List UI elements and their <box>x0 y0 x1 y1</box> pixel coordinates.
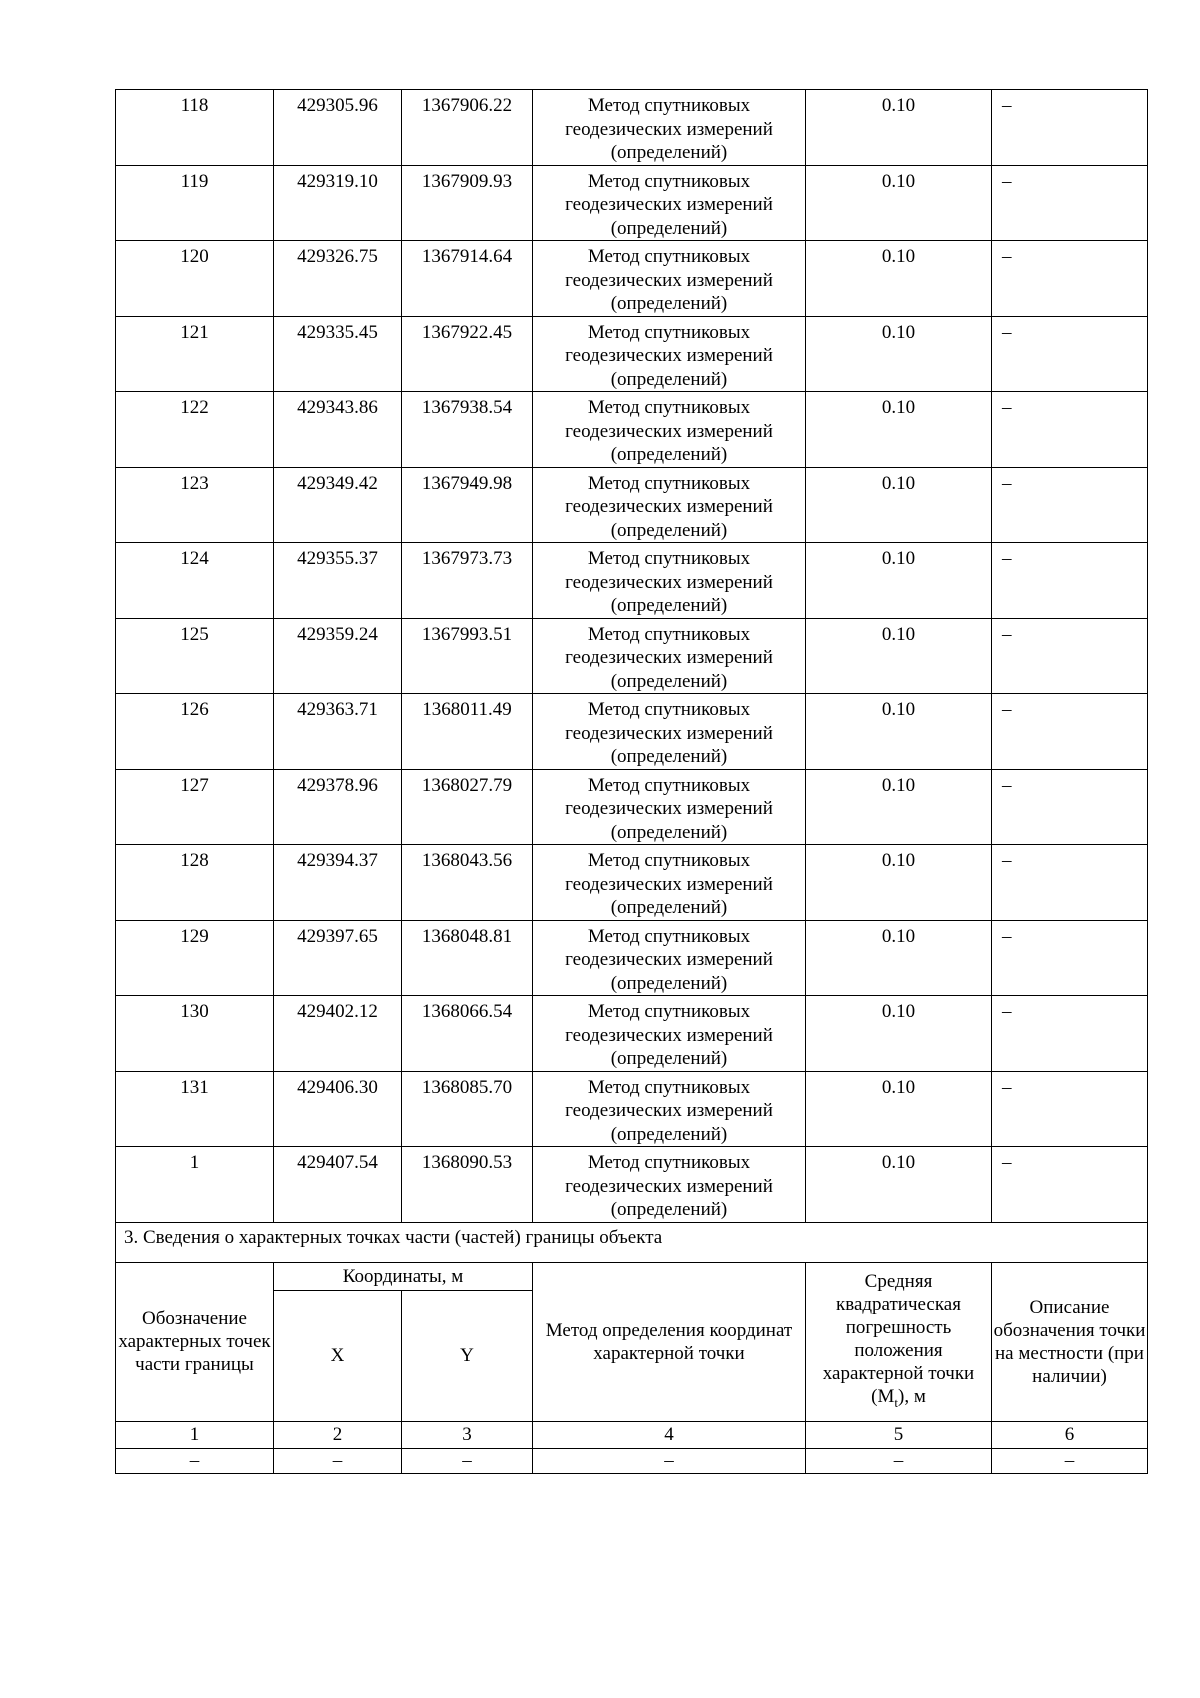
header-mean-error-text: Средняя квадратическая погрешность положения характерной точки (M <box>822 1270 975 1407</box>
mean-error: 0.10 <box>806 1071 992 1147</box>
point-description: – <box>992 543 1148 619</box>
coordinate-y: 1367906.22 <box>402 90 533 166</box>
coordinate-y: 1368043.56 <box>402 845 533 921</box>
method-cell: Метод спутниковых геодезических измерений (определений) <box>533 90 806 166</box>
coordinate-y: 1368085.70 <box>402 1071 533 1147</box>
coordinate-y: 1368048.81 <box>402 920 533 996</box>
empty-cell: – <box>992 1448 1148 1473</box>
coordinate-y: 1367993.51 <box>402 618 533 694</box>
column-numbers-row <box>116 1421 1148 1448</box>
point-number: 119 <box>116 165 274 241</box>
point-description: – <box>992 920 1148 996</box>
mean-error: 0.10 <box>806 618 992 694</box>
mean-error: 0.10 <box>806 920 992 996</box>
mean-error: 0.10 <box>806 90 992 166</box>
point-description: – <box>992 241 1148 317</box>
mean-error: 0.10 <box>806 165 992 241</box>
coordinate-x: 429394.37 <box>274 845 402 921</box>
section3-header-row <box>116 1262 1148 1290</box>
point-number: 124 <box>116 543 274 619</box>
method-cell: Метод спутниковых геодезических измерений (определений) <box>533 920 806 996</box>
empty-cell: – <box>116 1448 274 1473</box>
method-cell: Метод спутниковых геодезических измерений (определений) <box>533 694 806 770</box>
column-number: 2 <box>274 1421 402 1448</box>
document-page <box>115 89 1148 1474</box>
header-mean-error <box>806 1262 992 1421</box>
empty-cell: – <box>806 1448 992 1473</box>
empty-cell: – <box>274 1448 402 1473</box>
coordinate-x: 429355.37 <box>274 543 402 619</box>
mean-error: 0.10 <box>806 392 992 468</box>
point-description: – <box>992 90 1148 166</box>
method-cell: Метод спутниковых геодезических измерений (определений) <box>533 845 806 921</box>
coordinate-y: 1367949.98 <box>402 467 533 543</box>
coordinate-x: 429406.30 <box>274 1071 402 1147</box>
header-x: X <box>274 1290 402 1421</box>
point-row <box>116 1071 1148 1147</box>
point-description: – <box>992 316 1148 392</box>
point-description: – <box>992 769 1148 845</box>
point-row <box>116 920 1148 996</box>
method-cell: Метод спутниковых геодезических измерений (определений) <box>533 1071 806 1147</box>
method-cell: Метод спутниковых геодезических измерений (определений) <box>533 165 806 241</box>
column-number: 3 <box>402 1421 533 1448</box>
coordinate-y: 1367973.73 <box>402 543 533 619</box>
coordinate-x: 429397.65 <box>274 920 402 996</box>
method-cell: Метод спутниковых геодезических измерений (определений) <box>533 543 806 619</box>
point-number: 130 <box>116 996 274 1072</box>
method-cell: Метод спутниковых геодезических измерений (определений) <box>533 996 806 1072</box>
column-number: 4 <box>533 1421 806 1448</box>
coordinate-y: 1368090.53 <box>402 1147 533 1223</box>
coordinate-x: 429319.10 <box>274 165 402 241</box>
coordinate-x: 429326.75 <box>274 241 402 317</box>
section3-title-row <box>116 1222 1148 1262</box>
point-number: 126 <box>116 694 274 770</box>
point-row <box>116 769 1148 845</box>
point-description: – <box>992 845 1148 921</box>
coordinate-x: 429349.42 <box>274 467 402 543</box>
method-cell: Метод спутниковых геодезических измерений (определений) <box>533 769 806 845</box>
header-method: Метод определения координат характерной точки <box>533 1262 806 1421</box>
point-row <box>116 316 1148 392</box>
point-number: 131 <box>116 1071 274 1147</box>
coordinate-x: 429335.45 <box>274 316 402 392</box>
point-description: – <box>992 618 1148 694</box>
point-number: 118 <box>116 90 274 166</box>
boundary-points-table <box>115 89 1148 1474</box>
coordinate-y: 1368011.49 <box>402 694 533 770</box>
header-mean-error-subscript: t <box>894 1394 898 1410</box>
point-row <box>116 618 1148 694</box>
point-row <box>116 241 1148 317</box>
empty-data-row <box>116 1448 1148 1473</box>
point-row <box>116 543 1148 619</box>
point-description: – <box>992 694 1148 770</box>
point-number: 120 <box>116 241 274 317</box>
point-number: 125 <box>116 618 274 694</box>
header-y: Y <box>402 1290 533 1421</box>
point-row <box>116 845 1148 921</box>
coordinate-x: 429343.86 <box>274 392 402 468</box>
mean-error: 0.10 <box>806 769 992 845</box>
header-designation: Обозначение характерных точек части границы <box>116 1262 274 1421</box>
mean-error: 0.10 <box>806 1147 992 1223</box>
mean-error: 0.10 <box>806 845 992 921</box>
coordinate-y: 1367909.93 <box>402 165 533 241</box>
method-cell: Метод спутниковых геодезических измерений (определений) <box>533 467 806 543</box>
coordinate-y: 1368066.54 <box>402 996 533 1072</box>
coordinate-x: 429363.71 <box>274 694 402 770</box>
mean-error: 0.10 <box>806 316 992 392</box>
column-number: 1 <box>116 1421 274 1448</box>
coordinate-y: 1368027.79 <box>402 769 533 845</box>
point-row <box>116 392 1148 468</box>
mean-error: 0.10 <box>806 996 992 1072</box>
point-number: 127 <box>116 769 274 845</box>
point-row <box>116 90 1148 166</box>
point-description: – <box>992 996 1148 1072</box>
coordinate-y: 1367938.54 <box>402 392 533 468</box>
coordinate-x: 429305.96 <box>274 90 402 166</box>
point-description: – <box>992 467 1148 543</box>
point-row <box>116 1147 1148 1223</box>
point-row <box>116 165 1148 241</box>
point-number: 121 <box>116 316 274 392</box>
points-table-body <box>116 90 1148 1223</box>
point-number: 128 <box>116 845 274 921</box>
method-cell: Метод спутниковых геодезических измерений (определений) <box>533 1147 806 1223</box>
point-number: 1 <box>116 1147 274 1223</box>
point-description: – <box>992 1147 1148 1223</box>
mean-error: 0.10 <box>806 467 992 543</box>
method-cell: Метод спутниковых геодезических измерений (определений) <box>533 392 806 468</box>
method-cell: Метод спутниковых геодезических измерений (определений) <box>533 241 806 317</box>
point-number: 122 <box>116 392 274 468</box>
point-description: – <box>992 392 1148 468</box>
coordinate-x: 429407.54 <box>274 1147 402 1223</box>
point-description: – <box>992 1071 1148 1147</box>
header-coordinates: Координаты, м <box>274 1262 533 1290</box>
section3-title: 3. Сведения о характерных точках части (частей) границы объекта <box>116 1222 1148 1262</box>
coordinate-x: 429402.12 <box>274 996 402 1072</box>
point-description: – <box>992 165 1148 241</box>
column-number: 6 <box>992 1421 1148 1448</box>
coordinate-x: 429359.24 <box>274 618 402 694</box>
section3-block <box>116 1222 1148 1473</box>
mean-error: 0.10 <box>806 241 992 317</box>
point-number: 129 <box>116 920 274 996</box>
mean-error: 0.10 <box>806 543 992 619</box>
mean-error: 0.10 <box>806 694 992 770</box>
method-cell: Метод спутниковых геодезических измерений (определений) <box>533 618 806 694</box>
empty-cell: – <box>402 1448 533 1473</box>
header-description: Описание обозначения точки на местности (при наличии) <box>992 1262 1148 1421</box>
point-row <box>116 467 1148 543</box>
header-mean-error-unit: ), м <box>898 1385 926 1407</box>
point-row <box>116 694 1148 770</box>
empty-cell: – <box>533 1448 806 1473</box>
column-number: 5 <box>806 1421 992 1448</box>
coordinate-y: 1367914.64 <box>402 241 533 317</box>
coordinate-y: 1367922.45 <box>402 316 533 392</box>
method-cell: Метод спутниковых геодезических измерений (определений) <box>533 316 806 392</box>
coordinate-x: 429378.96 <box>274 769 402 845</box>
point-number: 123 <box>116 467 274 543</box>
point-row <box>116 996 1148 1072</box>
